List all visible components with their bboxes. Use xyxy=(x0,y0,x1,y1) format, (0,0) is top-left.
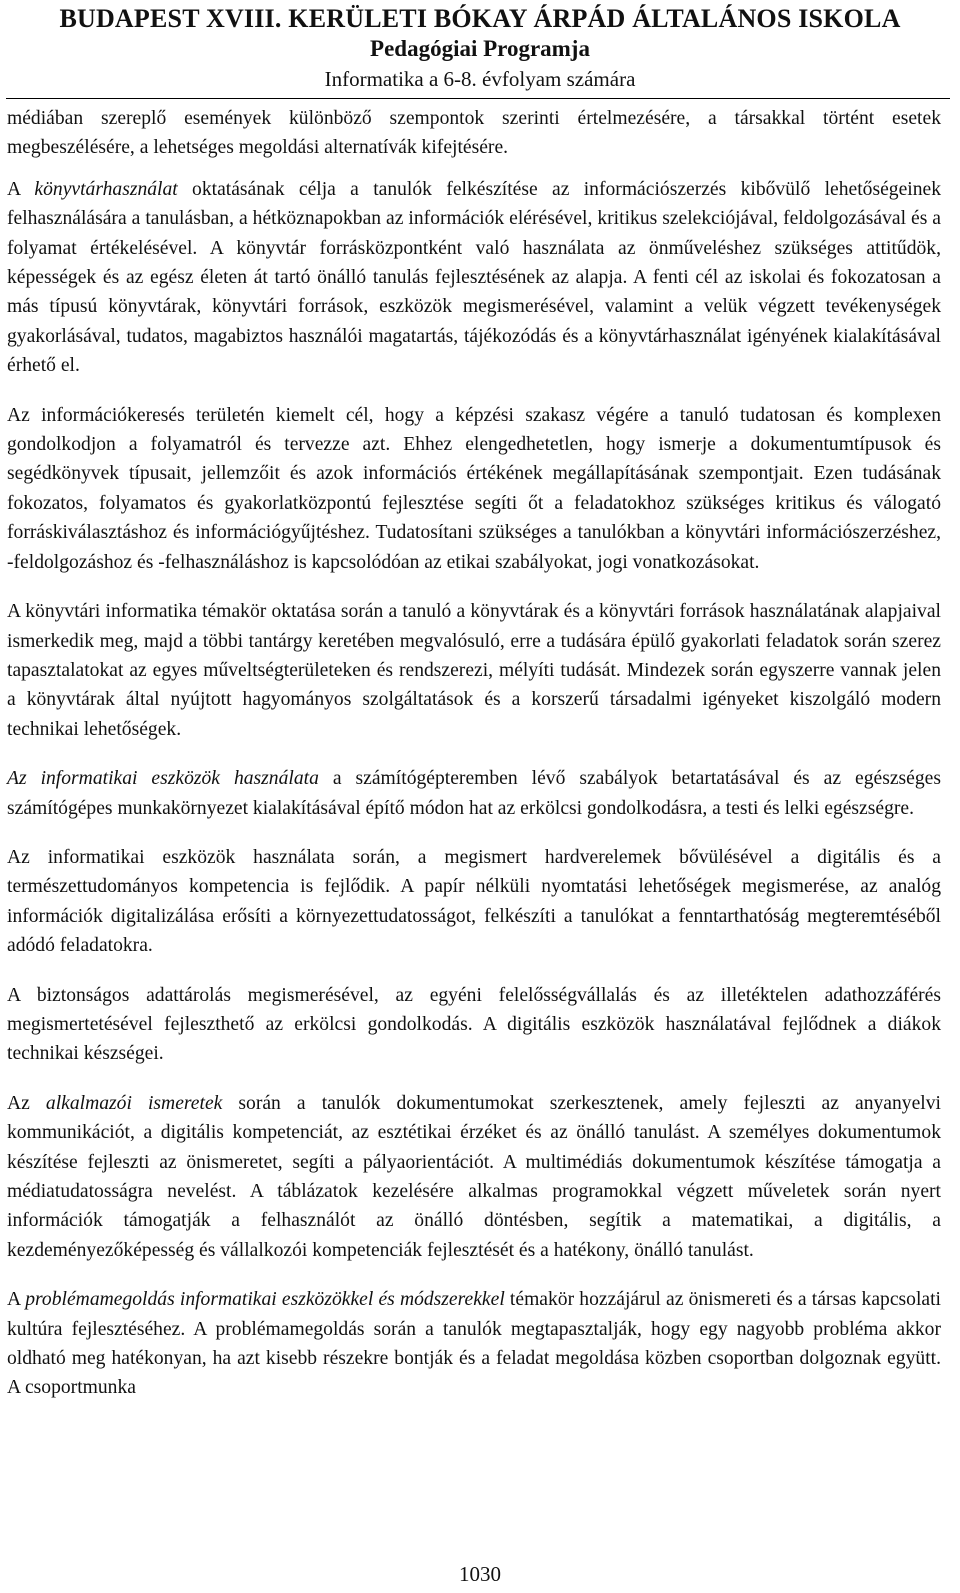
paragraph-text: témakör hozzájárul az önismereti és a társas kapcsolati kultúra fejlesztéséhez. A problémamegoldás során a tanulók megtapasztalják, hogy egy nagyobb probléma akkor oldható meg hatékonyan, ha azt kisebb részekre bontják és a feladat megoldása közben csoportban dolgoznak együtt. A csoportmunka xyxy=(7,1289,941,1399)
paragraph-text: a számítógépteremben lévő szabályok betartatásával és az egészséges számítógépes munkakörnyezet kialakításával építő módon hat az erkölcsi gondolkodásra, a testi és lelki egészségre. xyxy=(7,768,941,819)
school-name: BUDAPEST XVIII. KERÜLETI BÓKAY ÁRPÁD ÁLTALÁNOS ISKOLA xyxy=(59,4,901,33)
paragraph-text: A xyxy=(7,178,35,200)
paragraph xyxy=(7,764,941,823)
program-title: Pedagógiai Programja xyxy=(370,36,590,61)
italic-term: alkalmazói ismeretek xyxy=(45,1092,223,1114)
paragraph xyxy=(7,981,941,1069)
subject-subtitle: Informatika a 6-8. évfolyam számára xyxy=(324,67,636,91)
italic-term: Az informatikai eszközök használata xyxy=(7,768,319,790)
paragraph-text: Az xyxy=(7,1092,46,1114)
paragraph xyxy=(7,104,941,163)
paragraph-text: A könyvtári informatika témakör oktatása során a tanuló a könyvtárak és a könyvtári források használatának alapjaival ismerkedik meg, majd a többi tantárgy keretében megvalósuló, erre a tudására épülő gyakorlati feladatok során szerez tapasztalatokat az egyes műveltségterületeken és rendszerezi, mélyíti tudását. Mindezek során egyszerre vannak jelen a könyvtárak által nyújtott hagyományos szolgáltatások és a korszerű társadalmi igényeket kiszolgáló modern technikai lehetőségek. xyxy=(7,601,941,740)
page-number: 1030 xyxy=(459,1562,501,1586)
paragraph-text: során a tanulók dokumentumokat szerkesztenek, amely fejleszti az anyanyelvi kommunikációt, a digitális kompetenciát, az esztétikai érzéket és az önálló tanulást. A személyes dokumentumok készítése fejleszti az önismeretet, segíti a pályaorientációt. A multimédiás dokumentumok készítése támogatja a médiatudatosságra nevelést. A táblázatok kezelésére alkalmas programokkal végzett műveletek során nyert információk támogatják a felhasználót az önálló döntésben, segítik a matematikai, a digitális, a kezdeményezőképesség és vállalkozói kompetenciák fejlesztését és a hatékony, önálló tanulást. xyxy=(7,1092,941,1261)
paragraph xyxy=(7,401,941,577)
paragraph xyxy=(7,597,941,744)
italic-term: problémamegoldás informatikai eszközökkel és módszerekkel xyxy=(25,1289,505,1311)
paragraph-text: A biztonságos adattárolás megismerésével, az egyéni felelősségvállalás és az illetéktelen adathozzáférés megismertetésével fejleszthető az erkölcsi gondolkodás. A digitális eszközök használatával fejlődnek a diákok technikai készségei. xyxy=(7,984,941,1065)
page-header xyxy=(0,4,960,94)
paragraph-text: oktatásának célja a tanulók felkészítése az információszerzés kibővülő lehetőségeinek felhasználására a tanulásban, a hétköznapokban az információk elérésével, kritikus szelekciójával, feldolgozásával és a folyamat értékelésével. A könyvtár forrásközpontként való használata az önműveléshez szükséges attitűdök, képességek és az egész életen át tartó önálló tanulás fejlesztésének az alapja. A fenti cél az iskolai és fokozatosan a más típusú könyvtárak, könyvtári források, eszközök megismerésével, valamint a velük végzett tevékenységek gyakorlásával, tudatos, magabiztos használói magatartás, tájékozódás és a könyvtárhasználat igényének kialakításával érhető el. xyxy=(7,178,942,377)
paragraph-text: Az információkeresés területén kiemelt cél, hogy a képzési szakasz végére a tanuló tudatosan és komplexen gondolkodjon a folyamatról és tervezze azt. Ehhez elengedhetetlen, hogy ismerje a dokumentumtípusok és segédkönyvek típusait, jellemzőit és azok információs értékének megállapításának szempontjait. Ezen tudásának fokozatos, folyamatos és gyakorlatközpontú fejlesztése segíti őt a feladatokhoz szükséges kritikus és válogató forráskiválasztáshoz és információgyűjtéshez. Tudatosítani szükséges a tanulókban a könyvtári információszerzéshez, -feldolgozáshoz és -felhasználáshoz is kapcsolódóan az etikai szabályokat, jogi vonatkozásokat. xyxy=(7,404,941,573)
paragraph-text: Az informatikai eszközök használata során, a megismert hardverelemek bővülésével a digitális és a természettudományos kompetencia is fejlődik. A papír nélküli nyomtatási lehetőségek megismerése, az analóg információk digitalizálása erősíti a környezettudatosságot, felkészíti a tanulókat a fenntarthatóság megteremtéséből adódó feladatokra. xyxy=(7,846,941,957)
paragraph xyxy=(7,843,941,961)
paragraph xyxy=(7,1285,941,1403)
paragraph-text: A xyxy=(7,1289,26,1311)
italic-term: könyvtárhasználat xyxy=(34,178,178,200)
paragraph xyxy=(7,1089,941,1265)
header-divider xyxy=(6,98,950,99)
paragraph xyxy=(7,175,941,381)
body-text xyxy=(7,104,941,1423)
paragraph-text: médiában szereplő események különböző szempontok szerinti értelmezésére, a társakkal történt esetek megbeszélésére, a lehetséges megoldási alternatívák kifejtésére. xyxy=(7,108,941,159)
